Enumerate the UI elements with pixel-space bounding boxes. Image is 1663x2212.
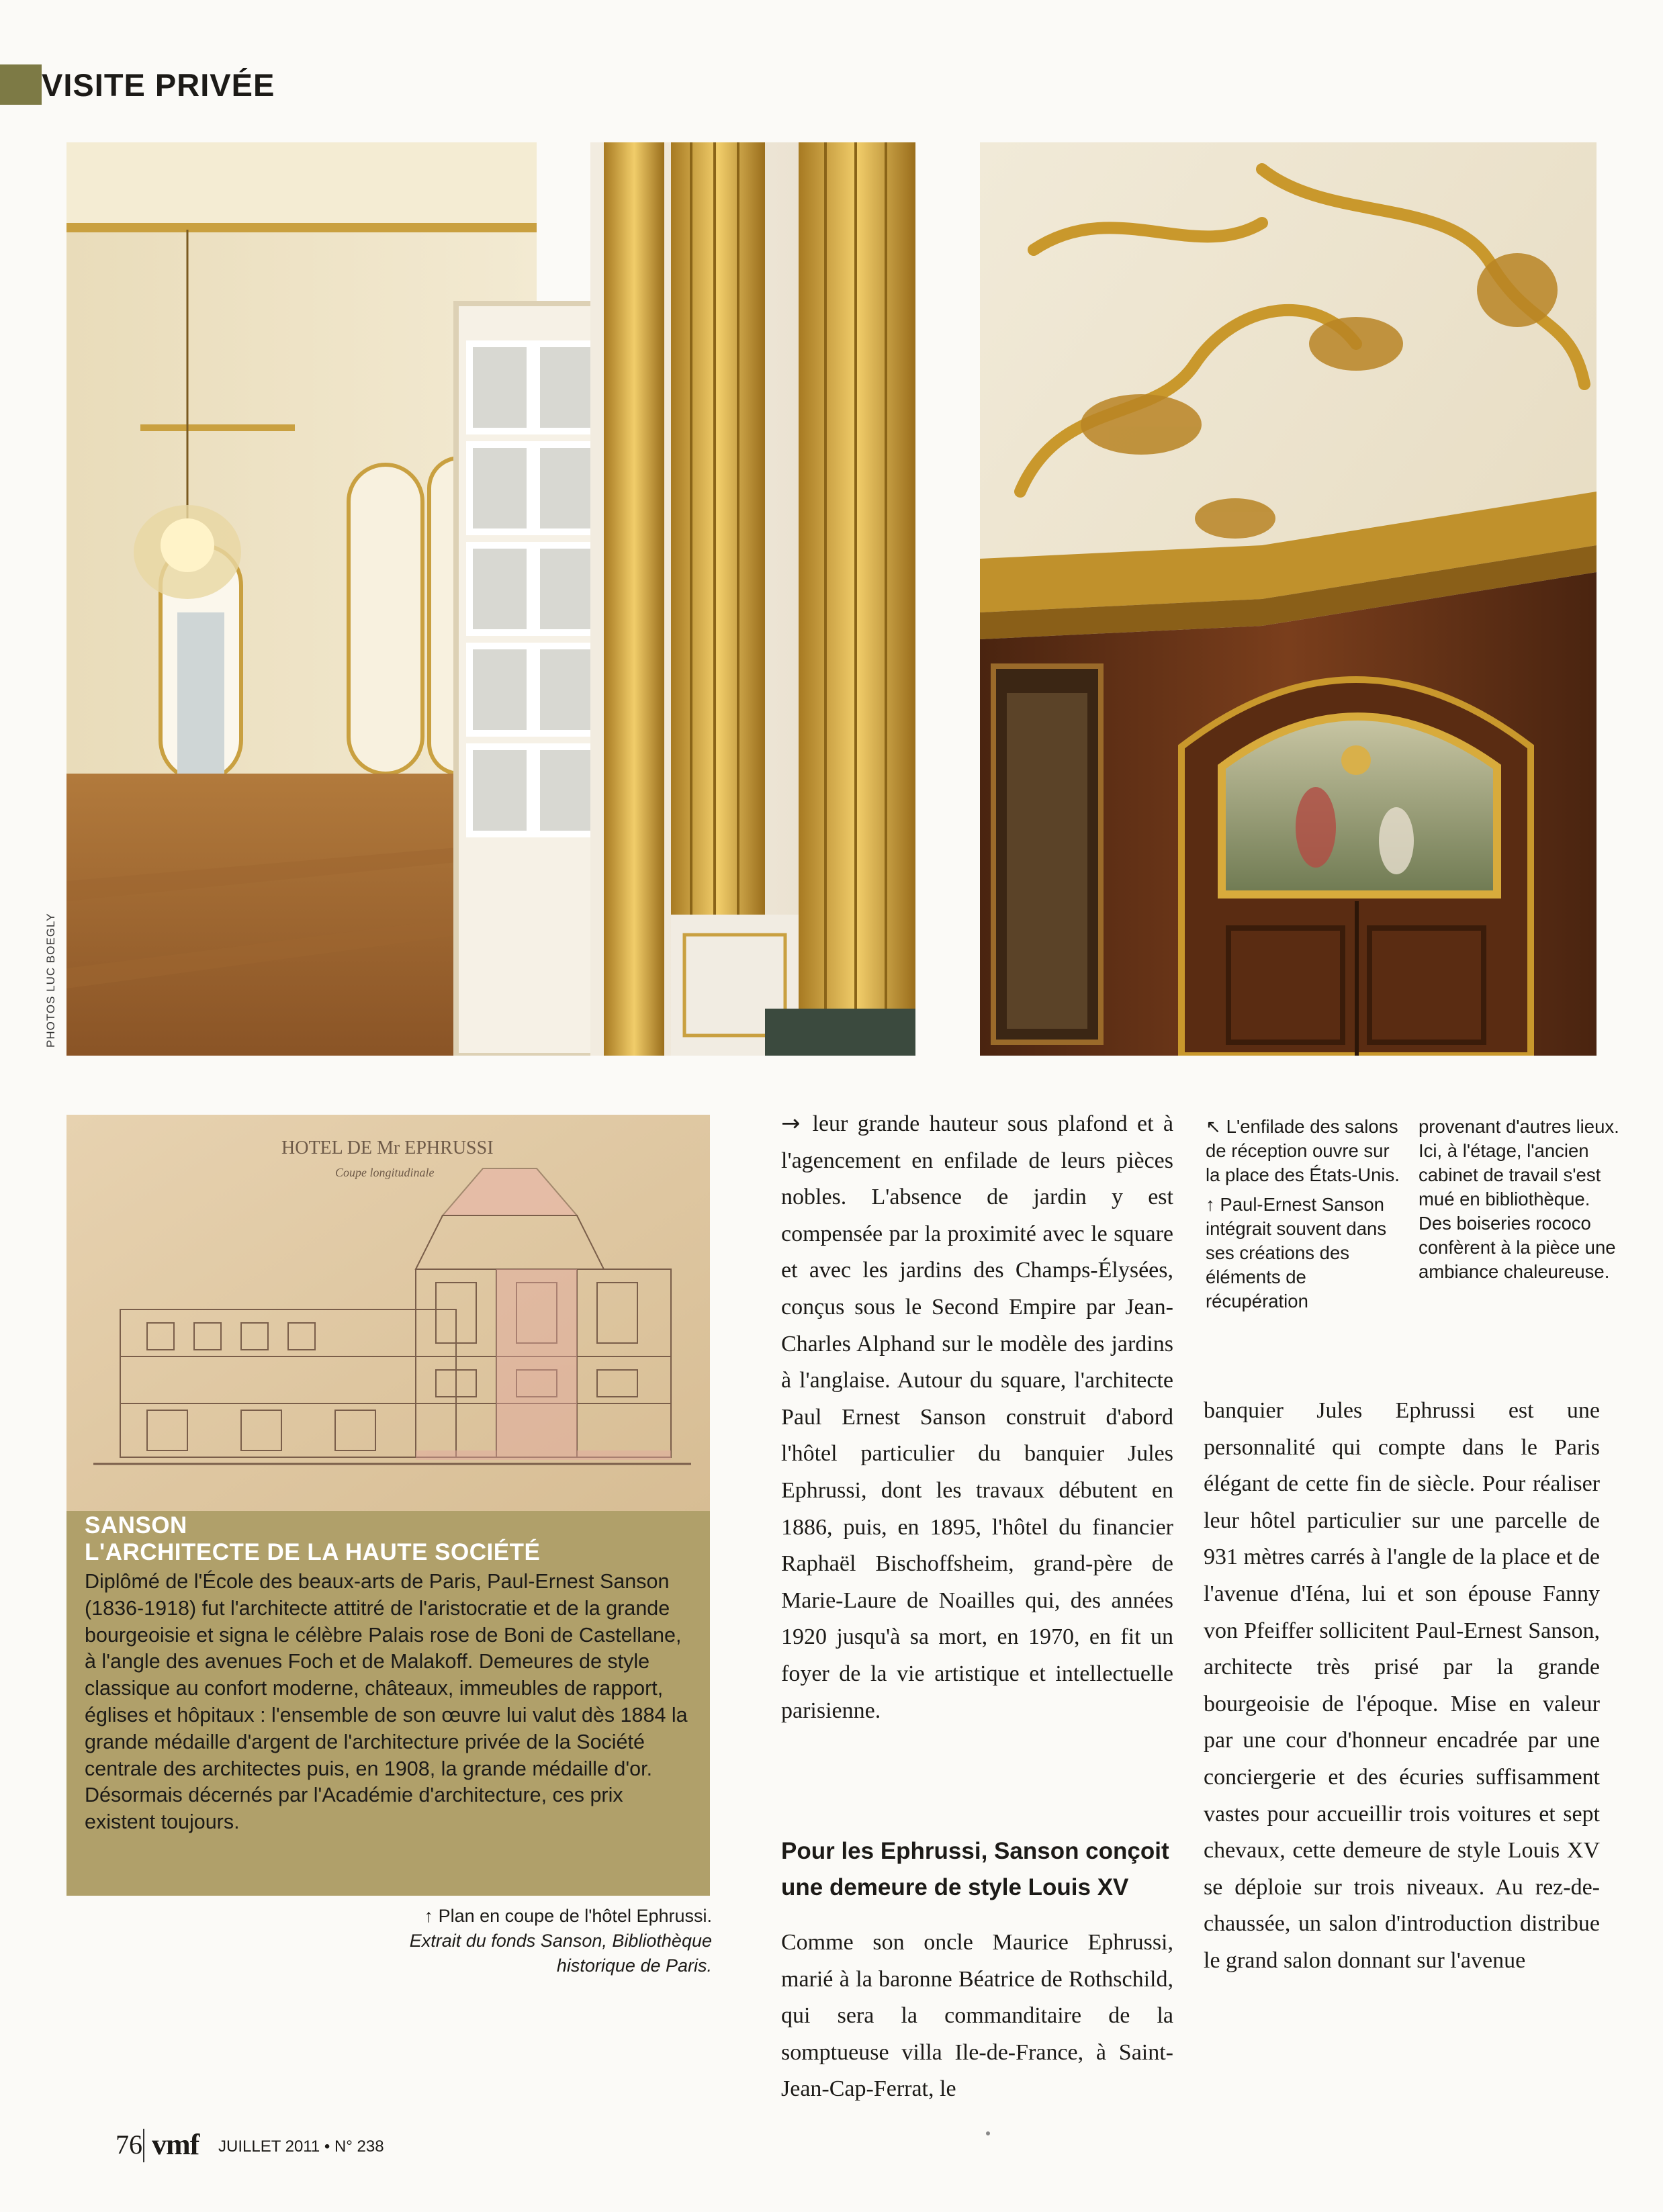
- subheading-line2: une demeure de style Louis XV: [781, 1874, 1129, 1900]
- plan-label-sub: Coupe longitudinale: [335, 1166, 435, 1179]
- print-mark: [986, 2131, 990, 2135]
- photo-enfilade: [66, 142, 915, 1056]
- page-number: 76: [116, 2129, 142, 2160]
- photo-caption-2: [1419, 1115, 1620, 1284]
- plan-caption: [349, 1904, 712, 1978]
- plan-caption-line1: ↑ Plan en coupe de l'hôtel Ephrussi.: [424, 1906, 712, 1926]
- caption-bibliotheque: provenant d'autres lieux. Ici, à l'étage, l'ancien cabinet de travail s'est mué en bibliothèque. Des boiseries rococo confèrent à la pièce une ambiance chaleureuse.: [1419, 1116, 1619, 1282]
- article-column-b: [1204, 1393, 1600, 1980]
- plan-label-title: HOTEL DE Mr EPHRUSSI: [281, 1138, 494, 1158]
- magazine-logo: vmf: [152, 2128, 199, 2161]
- caption-sanson: ↑ Paul-Ernest Sanson intégrait souvent dans ses créations des éléments de récupération: [1206, 1194, 1387, 1311]
- section-marker: [0, 64, 42, 105]
- caption-enfilade: ↖ L'enfilade des salons de réception ouvre sur la place des États-Unis.: [1206, 1116, 1400, 1185]
- issue-info: JUILLET 2011 • N° 238: [218, 2137, 384, 2156]
- sidebar-body-text: Diplômé de l'École des beaux-arts de Paris, Paul-Ernest Sanson (1836-1918) fut l'architecte attitré de l'aristocratie et de la grande bourgeoisie et signa le célèbre Palais rose de Boni de Castellane, à l'angle des avenues Foch et de Malakoff. Demeures de style classique au confort moderne, châteaux, immeubles de rapport, églises et hôpitaux : l'ensemble de son œuvre lui valut dès 1884 la grande médaille d'argent de l'architecture privée de la Société centrale des architectes puis, en 1908, la grande médaille d'or. Désormais décernés par l'Académie d'architecture, ces prix existent toujours.: [85, 1570, 688, 1834]
- continuation-arrow-icon: →: [781, 1110, 801, 1137]
- plan-caption-line2: Extrait du fonds Sanson, Bibliothèque: [409, 1931, 712, 1951]
- section-title: VISITE PRIVÉE: [42, 67, 275, 103]
- plan-caption-line3: historique de Paris.: [556, 1955, 712, 1976]
- article-subheading: [781, 1833, 1184, 1906]
- article-section-text: Comme son oncle Maurice Ephrussi, marié à la baronne Béatrice de Rothschild, qui sera la commanditaire de la somptueuse villa Ile-de-France, à Saint-Jean-Cap-Ferrat, le: [781, 1930, 1173, 2102]
- article-intro: leur grande hauteur sous plafond et à l'agencement en enfilade de leurs pièces nobles. L'absence de jardin y est compensée par la proximité avec le square et avec les jardins des Champs-Élysées, conçus sous le Second Empire par Jean-Charles Alphand sur le modèle des jardins à l'anglaise. Autour du square, l'architecte Paul Ernest Sanson construit d'abord l'hôtel particulier du banquier Jules Ephrussi, dont les travaux débutent en 1886, puis, en 1895, l'hôtel du financier Raphaël Bischoffsheim, grand-père de Marie-Laure de Noailles qui, des années 1920 jusqu'à sa mort, en 1970, en fit un foyer de la vie artistique et intellectuelle parisienne.: [781, 1111, 1173, 1723]
- sidebar-heading: [85, 1512, 696, 1566]
- subheading-line1: Pour les Ephrussi, Sanson conçoit: [781, 1838, 1169, 1864]
- folio-divider: [143, 2129, 144, 2162]
- sidebar-body: [85, 1569, 696, 1836]
- photo-bibliotheque: [980, 142, 1597, 1056]
- sidebar-heading-line1: SANSON: [85, 1512, 187, 1538]
- sidebar-heading-line2: L'ARCHITECTE DE LA HAUTE SOCIÉTÉ: [85, 1539, 541, 1565]
- article-column-a-end: [781, 1925, 1173, 2108]
- article-col-b-text: banquier Jules Ephrussi est une personnalité qui compte dans le Paris élégant de cette fin de siècle. Pour réaliser leur hôtel particulier sur une parcelle de 931 mètres carrés à l'angle de la place et de l'avenue d'Iéna, lui et son épouse Fanny von Pfeiffer sollicitent Paul-Ernest Sanson, architecte très prisé par la grande bourgeoisie de l'époque. Mise en valeur par une cour d'honneur encadrée par une conciergerie et des écuries suffisamment vastes pour accueillir trois voitures et sept chevaux, cette demeure de style Louis XV se déploie sur trois niveaux. Au rez-de-chaussée, un salon d'introduction distribue le grand salon donnant sur l'avenue: [1204, 1398, 1600, 1973]
- plan-drawing: [66, 1115, 710, 1511]
- photo-caption-1: [1206, 1115, 1407, 1314]
- article-column-a: [781, 1105, 1173, 1729]
